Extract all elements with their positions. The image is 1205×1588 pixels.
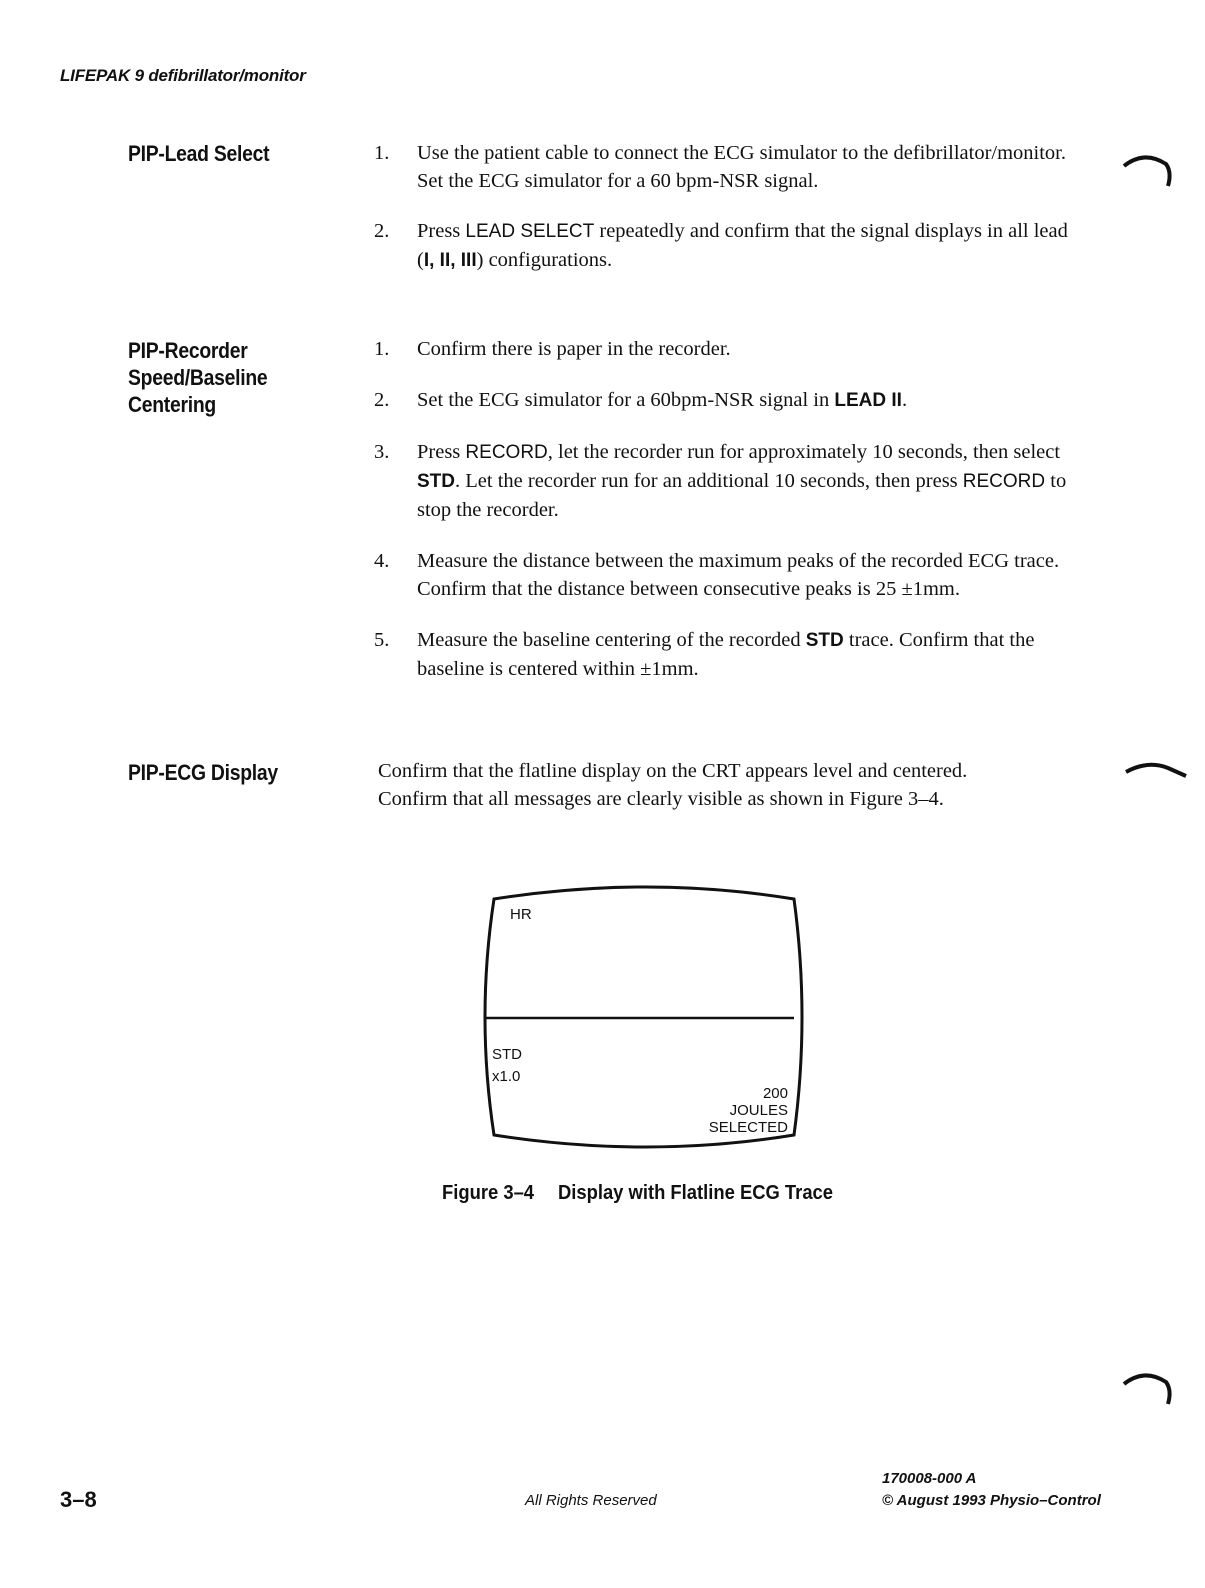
energy-status: SELECTED <box>708 1119 788 1136</box>
step-number: 4. <box>374 550 390 572</box>
key-lead-select: LEAD SELECT <box>465 221 595 242</box>
document-info <box>882 1468 1101 1512</box>
step-number: 2. <box>374 389 390 411</box>
binding-mark-icon <box>1122 1368 1182 1412</box>
step-text-mid: , let the recorder run for approximately 10 seconds, then select <box>547 441 1061 463</box>
list-item <box>374 386 1074 415</box>
heading-line: Speed/Baseline <box>128 365 268 390</box>
list-item <box>374 547 1074 603</box>
step-text-mid: repeatedly and confirm that the signal displays in all lead ( <box>417 220 1068 271</box>
binding-mark-icon <box>1122 150 1182 194</box>
step-number: 2. <box>374 220 390 242</box>
key-record: RECORD <box>465 442 548 463</box>
step-text-post: trace. Confirm that the baseline is centered within ±1mm. <box>417 629 1035 680</box>
step-number: 1. <box>374 142 390 164</box>
lead-select-steps <box>374 139 1074 275</box>
copyright-notice: © August 1993 Physio–Control <box>882 1492 1101 1509</box>
paragraph-line: Confirm that all messages are clearly visible as shown in Figure 3–4. <box>378 788 944 810</box>
step-number: 5. <box>374 629 390 651</box>
section-heading-recorder <box>128 337 313 418</box>
step-text-pre: Measure the baseline centering of the recorded <box>417 629 806 651</box>
mode-label: STD <box>492 1046 522 1063</box>
step-text: Use the patient cable to connect the ECG simulator to the defibrillator/monitor. Set the ECG simulator for a 60 bpm-NSR signal. <box>417 142 1066 192</box>
heading-line: Centering <box>128 392 216 417</box>
step-text-post: ) configurations. <box>476 249 613 271</box>
step-text-pre: Set the ECG simulator for a 60bpm-NSR signal in <box>417 389 835 411</box>
energy-unit: JOULES <box>729 1102 788 1119</box>
step-text-post: to stop the recorder. <box>417 470 1067 521</box>
step-number: 3. <box>374 441 390 463</box>
hr-label: HR <box>510 906 532 923</box>
step-text: Measure the distance between the maximum peaks of the recorded ECG trace. Confirm that the distance between consecutive peaks is 25 ±1mm. <box>417 550 1060 600</box>
list-item <box>374 335 1074 363</box>
step-number: 1. <box>374 338 390 360</box>
binding-mark-icon <box>1124 758 1188 788</box>
rights-notice: All Rights Reserved <box>525 1492 657 1509</box>
paragraph-line: Confirm that the flatline display on the CRT appears level and centered. <box>378 760 968 782</box>
energy-value: 200 <box>762 1085 788 1102</box>
list-item <box>374 217 1074 275</box>
list-item <box>374 139 1074 195</box>
figure-number: Figure 3–4 <box>442 1182 535 1204</box>
step-text-mid: . Let the recorder run for an additional 10 seconds, then press <box>455 470 963 492</box>
std-label: STD <box>417 471 455 492</box>
heading-line: PIP-Recorder <box>128 338 248 363</box>
energy-readout <box>668 1085 788 1136</box>
section-heading-ecg-display: PIP-ECG Display <box>128 760 278 785</box>
key-record: RECORD <box>962 471 1046 492</box>
lead-ii: LEAD II <box>834 390 902 411</box>
figure-title: Display with Flatline ECG Trace <box>557 1182 834 1204</box>
section-heading-lead-select: PIP-Lead Select <box>128 141 270 166</box>
list-item <box>374 626 1074 683</box>
gain-label: x1.0 <box>492 1068 521 1085</box>
step-text: Confirm there is paper in the recorder. <box>417 338 731 360</box>
ecg-display-paragraph <box>378 757 1078 813</box>
crt-display-figure <box>472 877 818 1157</box>
list-item <box>374 438 1074 524</box>
lead-configurations: I, II, III <box>423 250 477 271</box>
page-number: 3–8 <box>60 1487 97 1512</box>
running-header: LIFEPAK 9 defibrillator/monitor <box>60 66 306 85</box>
document-number: 170008-000 A <box>882 1470 977 1487</box>
figure-caption <box>442 1182 833 1205</box>
step-text-pre: Press <box>417 220 466 242</box>
step-text-pre: Press <box>417 441 466 463</box>
recorder-steps <box>374 335 1074 683</box>
step-text-post: . <box>901 389 908 411</box>
std-label: STD <box>805 630 844 651</box>
